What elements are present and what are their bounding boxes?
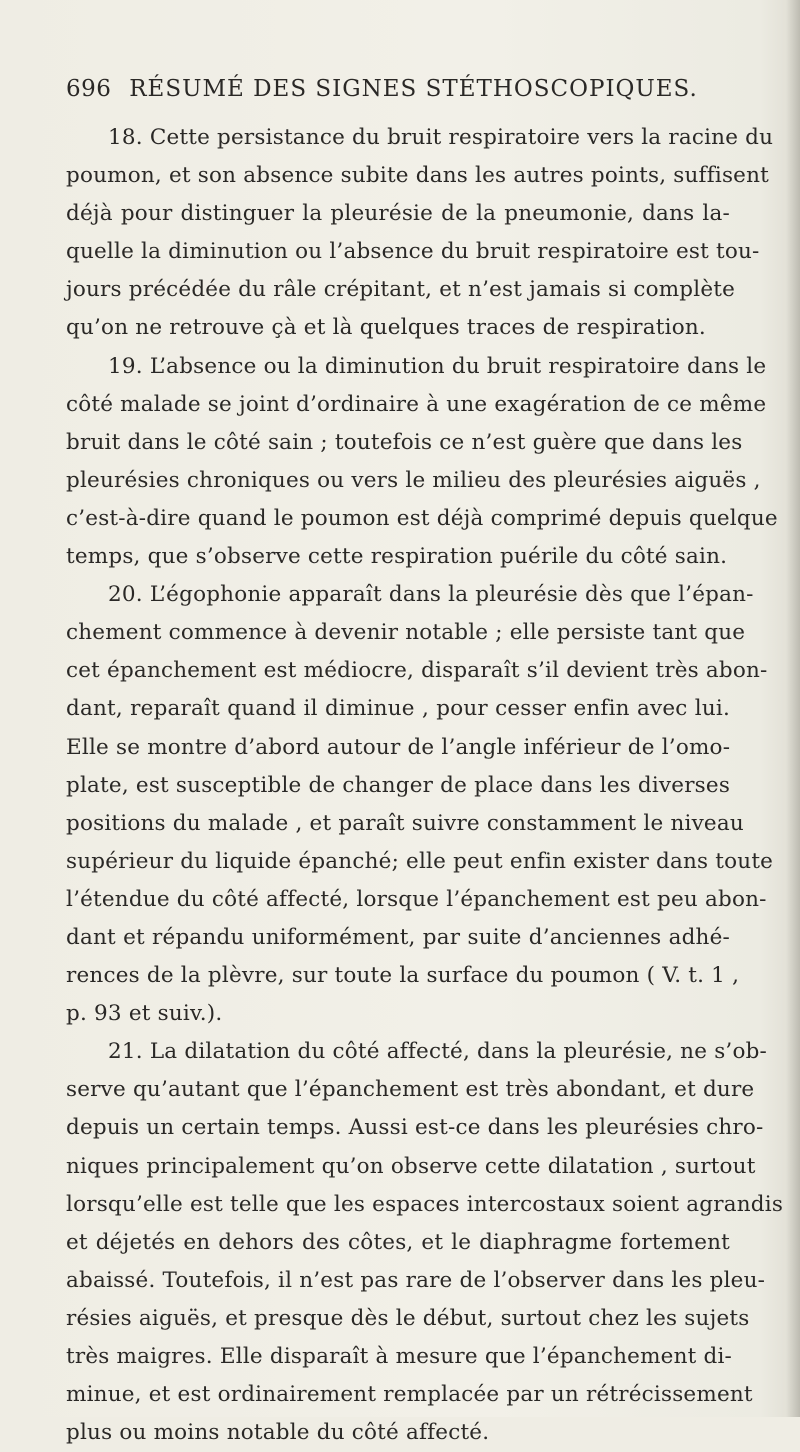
text-line: côté malade se joint d’ordinaire à une exagération de ce même: [66, 391, 767, 417]
text-line: supérieur du liquide épanché; elle peut enfin exister dans toute: [66, 848, 774, 874]
text-line: positions du malade , et paraît suivre constamment le niveau: [66, 810, 744, 836]
running-title: RÉSUMÉ DES SIGNES STÉTHOSCOPIQUES.: [129, 76, 698, 102]
text-line: bruit dans le côté sain ; toutefois ce n’est guère que dans les: [66, 429, 743, 455]
text-line: niques principalement qu’on observe cette dilatation , surtout: [66, 1153, 756, 1179]
text-line: lorsqu’elle est telle que les espaces intercostaux soient agrandis: [66, 1191, 784, 1217]
text-line: quelle la diminution ou l’absence du bruit respiratoire est tou-: [66, 239, 760, 265]
text-line: 19. L’absence ou la diminution du bruit respiratoire dans le: [108, 353, 767, 379]
text-line: minue, et est ordinairement remplacée par un rétrécissement: [66, 1382, 753, 1408]
page-header: [66, 76, 698, 102]
text-line: plus ou moins notable du côté affecté.: [66, 1420, 490, 1446]
text-line: chement commence à devenir notable ; elle persiste tant que: [66, 620, 746, 646]
text-line: qu’on ne retrouve çà et là quelques traces de respiration.: [66, 315, 706, 341]
text-line: l’étendue du côté affecté, lorsque l’épanchement est peu abon-: [66, 886, 767, 912]
text-line: résies aiguës, et presque dès le début, surtout chez les sujets: [66, 1305, 750, 1331]
text-line: et déjetés en dehors des côtes, et le diaphragme fortement: [66, 1229, 730, 1255]
text-line: dant et répandu uniformément, par suite d’anciennes adhé-: [66, 924, 730, 950]
text-line: c’est-à-dire quand le poumon est déjà comprimé depuis quelque: [66, 505, 778, 531]
text-line: poumon, et son absence subite dans les autres points, suffisent: [66, 163, 769, 189]
text-line: très maigres. Elle disparaît à mesure que l’épanchement di-: [66, 1344, 733, 1369]
text-line: serve qu’autant que l’épanchement est très abondant, et dure: [66, 1077, 755, 1103]
text-line: plate, est susceptible de changer de place dans les diverses: [66, 772, 731, 798]
text-line: pleurésies chroniques ou vers le milieu des pleurésies aiguës ,: [66, 467, 761, 493]
text-line: déjà pour distinguer la pleurésie de la pneumonie, dans la-: [66, 201, 730, 227]
text-line: abaissé. Toutefois, il n’est pas rare de l’observer dans les pleu-: [66, 1267, 766, 1293]
text-line: dant, reparaît quand il diminue , pour cesser enfin avec lui.: [66, 696, 730, 722]
body-text: [66, 119, 784, 1452]
text-line: 20. L’égophonie apparaît dans la pleurésie dès que l’épan-: [108, 582, 754, 608]
text-line: cet épanchement est médiocre, disparaît s’il devient très abon-: [66, 658, 768, 684]
page-number: 696: [66, 76, 112, 102]
text-line: 21. La dilatation du côté affecté, dans la pleurésie, ne s’ob-: [108, 1039, 768, 1065]
text-line: 18. Cette persistance du bruit respiratoire vers la racine du: [108, 125, 774, 150]
text-line: rences de la plèvre, sur toute la surface du poumon ( V. t. 1 ,: [66, 963, 740, 989]
text-line: jours précédée du râle crépitant, et n’est jamais si complète: [66, 277, 736, 303]
text-line: Elle se montre d’abord autour de l’angle inférieur de l’omo-: [66, 734, 731, 760]
text-line: p. 93 et suiv.).: [66, 1001, 223, 1027]
page-edge-shadow: [786, 0, 800, 1417]
text-line: depuis un certain temps. Aussi est-ce dans les pleurésies chro-: [66, 1115, 764, 1141]
text-line: temps, que s’observe cette respiration puérile du côté sain.: [66, 544, 728, 570]
